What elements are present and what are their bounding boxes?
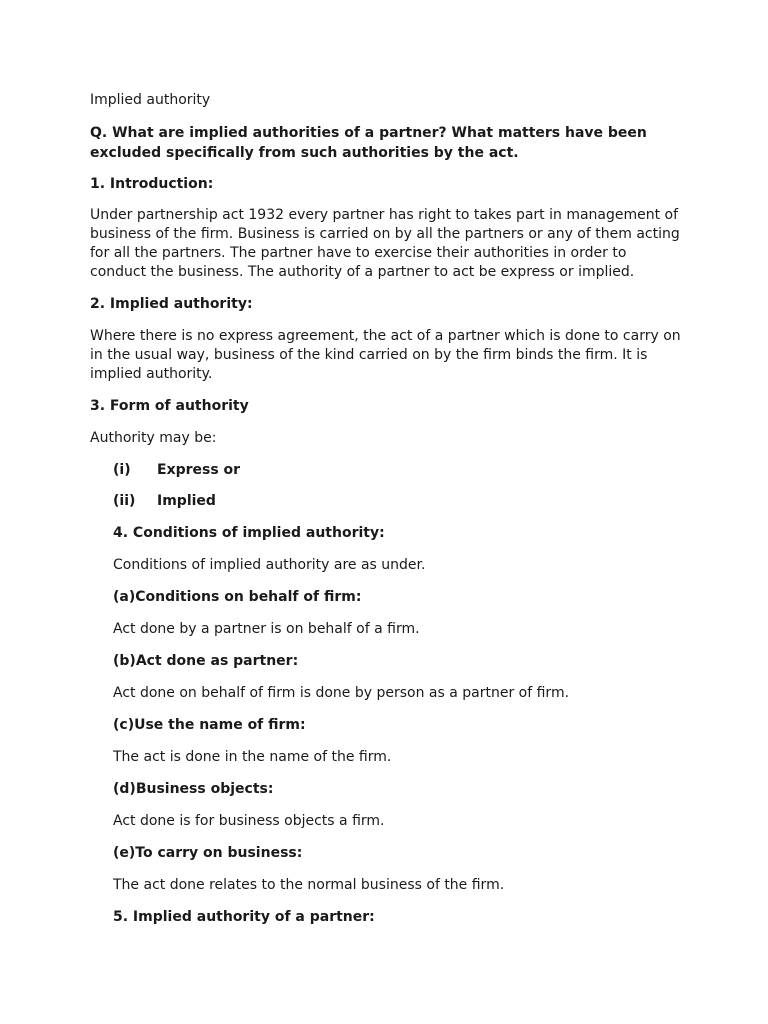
list-item-label: Express or bbox=[157, 462, 241, 478]
list-item-label: Implied bbox=[157, 493, 216, 509]
condition-text: Act done by a partner is on behalf of a firm. bbox=[113, 621, 420, 637]
condition-heading: (b)Act done as partner: bbox=[113, 653, 299, 669]
condition-heading: (e)To carry on business: bbox=[113, 845, 303, 861]
list-item bbox=[113, 461, 313, 480]
section-1-heading: 1. Introduction: bbox=[90, 176, 214, 192]
section-1-paragraph: Under partnership act 1932 every partner has right to takes part in management of business of the firm. Business is carried on by all the partners or any of them acting for all the partners. The partner have to exercise their authorities in order to conduct the business. The authority of a partner to act be express or implied. bbox=[90, 207, 680, 280]
section-5-heading: 5. Implied authority of a partner: bbox=[113, 909, 375, 925]
condition-text: The act done relates to the normal business of the firm. bbox=[113, 877, 505, 893]
section-4-paragraph: Conditions of implied authority are as under. bbox=[113, 557, 426, 573]
section-4-heading: 4. Conditions of implied authority: bbox=[113, 525, 385, 541]
condition-text: The act is done in the name of the firm. bbox=[113, 749, 392, 765]
condition-text: Act done is for business objects a firm. bbox=[113, 813, 385, 829]
condition-text: Act done on behalf of firm is done by person as a partner of firm. bbox=[113, 685, 570, 701]
list-item-number: (i) bbox=[113, 462, 131, 478]
list-item-number: (ii) bbox=[113, 493, 136, 509]
doc-title: Implied authority bbox=[90, 92, 211, 108]
question-heading: Q. What are implied authorities of a partner? What matters have been excluded specifically from such authorities by the act. bbox=[90, 125, 647, 161]
condition-heading: (d)Business objects: bbox=[113, 781, 274, 797]
section-2-paragraph: Where there is no express agreement, the act of a partner which is done to carry on in the usual way, business of the kind carried on by the firm binds the firm. It is implied authority. bbox=[90, 328, 681, 382]
list-item bbox=[113, 492, 313, 511]
section-2-heading: 2. Implied authority: bbox=[90, 296, 253, 312]
condition-heading: (c)Use the name of firm: bbox=[113, 717, 306, 733]
section-3-paragraph: Authority may be: bbox=[90, 430, 217, 446]
section-3-heading: 3. Form of authority bbox=[90, 398, 249, 414]
condition-heading: (a)Conditions on behalf of firm: bbox=[113, 589, 362, 605]
